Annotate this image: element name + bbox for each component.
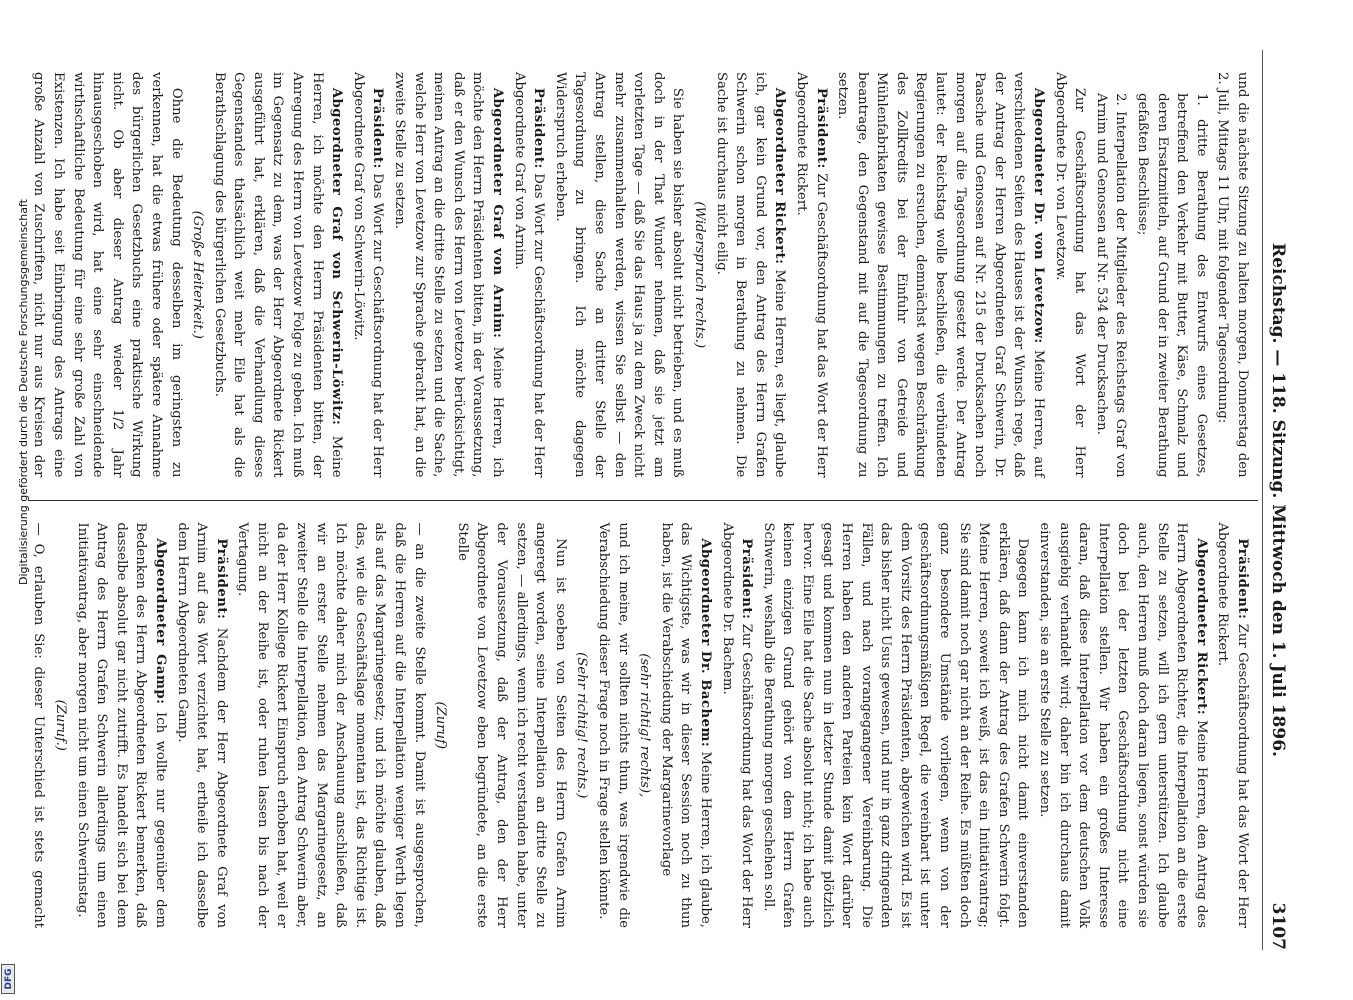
paragraph: [452, 523, 570, 929]
paragraph-text: Meine Herren, ich glaube, das Wichtigste, was wir in dieser Session noch zu thun haben, ist die Verabschiedung der Margarinevorlage: [658, 522, 713, 928]
paragraph: [711, 72, 789, 478]
credit-text: Digitalisierung gefördert durch die Deutsche Forschungsgemeinschaft: [17, 199, 30, 585]
paragraph-text: und ich meine, wir sollten nichts thun, was irgendwie die Verabschiedung dieser Frage noch in Frage stellen könnte.: [596, 522, 631, 928]
speaker-name: Abgeordneter Gamp:: [152, 538, 168, 705]
left-column: [28, 50, 1258, 500]
paragraph: [172, 523, 231, 929]
paragraph-text: (Widerspruch rechts.): [691, 201, 707, 349]
paragraph: [233, 523, 429, 929]
paragraph: [791, 72, 830, 478]
paragraph: [1050, 72, 1089, 478]
paragraph: [348, 72, 387, 478]
paragraph-text: Nachdem der Herr Abgeordnete Graf von Arnim auf das Wort verzichtet hat, ertheile ich dasselbe dem Herrn Abgeordneten Gamp.: [174, 522, 229, 928]
speaker-name: Präsident:: [370, 87, 386, 169]
paragraph-text: (sehr richtig! rechts),: [637, 653, 653, 798]
speaker-name: Abgeordneter Rickert:: [772, 87, 788, 265]
paragraph: [1091, 72, 1130, 478]
paragraph-text: Das Wort zur Geschäftsordnung hat der Herr Abgeordnete Graf von Schwerin-Löwitz.: [350, 72, 386, 478]
right-column: [28, 500, 1258, 951]
paragraph: [593, 523, 632, 929]
paragraph-text: Zur Geschäftsordnung hat das Wort der Herr Abgeordnete Dr. Bachem.: [719, 522, 755, 928]
paragraph: [656, 523, 715, 929]
paragraph-text: Dagegen kann ich mich nicht damit einverstanden erklären, daß dann der Antrag des Grafen Schwerin folgt. Meine Herren, soweit ich weiß, ist das ein Initiativantrag; Sie sind damit noch gar nicht an der Reihe. Es müßten doch ganz besondere Umstände vorliegen, wenn von der geschäftsordnungsmäßigen Regel, die vereinbart ist unter dem Vorsitz des Herrn Präsidenten, abgewichen wird. Es ist das bisher nicht Usus gewesen, und nur in ganz dringenden Fällen, und nach vorangegangener Vereinbarung. Die Herren haben den anderen Parteien kein Wort darüber gesagt und kommen nun in letzter Stunde damit plötzlich hervor. Eine Eile hat die Sache absolut nicht; ich habe auch keinen einzigen Grund gehört von dem Herrn Grafen Schwerin, weshalb die Berathung morgen geschehen soll.: [760, 522, 1031, 928]
paragraph-text: 1. dritte Berathung des Entwurfs eines Gesetzes, betreffend den Verkehr mit Butter, Käse, Schmalz und deren Ersatzmitteln, auf Grund der in zweiter Berathung gefaßten Beschlüsse;: [1135, 93, 1209, 478]
paragraph-text: (Zuruf): [433, 701, 449, 750]
page-number: 3107: [1268, 902, 1288, 950]
paragraph: [550, 72, 687, 478]
paragraph: [1213, 523, 1252, 929]
paragraph-text: (Sehr richtig! rechts.): [574, 652, 590, 799]
paragraph-text: (Zuruf.): [52, 699, 68, 751]
paragraph-text: 2. Interpellation der Mitglieder des Reichstags Graf von Arnim und Genossen auf Nr. 534 der Drucksachen.: [1093, 93, 1129, 478]
paragraph: [509, 72, 548, 478]
interjection: [50, 523, 70, 929]
speaker-name: Abgeordneter Dr. Bachem:: [697, 538, 713, 748]
interjection: [689, 72, 709, 478]
paragraph-text: Zur Geschäftsordnung hat das Wort der Herr Abgeordnete Rickert.: [793, 72, 829, 478]
paragraph-text: — an die zweite Stelle kommt. Damit ist ausgesprochen, daß die Herren auf die Interpellation weniger Werth legen als auf das Margarinegesetz; und ich möchte glauben, daß das, wie die Geschäftslage momentan ist, das Richtige ist. Ich möchte daher mich der Anschauung anschließen, daß wir an erster Stelle nehmen das Margarinegesetz, an zweiter Stelle die Interpellation, den Antrag Schwerin aber, da der Herr Kollege Rickert Einspruch erhoben hat, weil er nicht an der Reihe ist, oder ruhen lassen bis nach der Vertagung.: [235, 522, 427, 928]
paragraph: [758, 523, 1032, 929]
paragraph-text: (Große Heiterkeit.): [190, 210, 206, 339]
paragraph: [209, 72, 346, 478]
running-head: [1262, 50, 1293, 950]
speaker-name: Präsident:: [739, 538, 755, 620]
dfg-logo-text: DFG: [4, 968, 14, 990]
speaker-name: Abgeordneter Graf von Schwerin-Löwitz:: [329, 87, 345, 426]
paragraph-text: Ich wollte nur gegenüber dem Bedenken des Herrn Abgeordneten Rickert bemerken, daß dasselbe absolut gar nicht zutrifft. Es handelt sich bei dem Antrag des Herrn Grafen Schwerin allerdings um einen Initiativantrag, aber morgen nicht um einen Schwerinstag.: [74, 522, 168, 928]
paragraph: [1034, 523, 1210, 929]
paragraph: [389, 72, 507, 478]
paragraph-text: Zur Geschäftsordnung hat das Wort der Herr Abgeordnete Dr. von Levetzow.: [1052, 72, 1088, 478]
paragraph-text: Das Wort zur Geschäftsordnung hat der Herr Abgeordnete Graf von Arnim.: [511, 72, 547, 478]
paragraph-text: Nun ist soeben von Seiten des Herrn Grafen Arnim angeregt worden, seine Interpellation an dritte Stelle zu setzen, — allerdings, wenn ich recht verstanden habe, unter der Voraussetzung, daß der Antrag, den der Herr Abgeordnete von Levetzow eben begründete, an die erste Stelle: [454, 522, 568, 928]
interjection: [635, 523, 655, 929]
speaker-name: Abgeordneter Dr. von Levetzow:: [1031, 87, 1047, 344]
paragraph: [717, 523, 756, 929]
speaker-name: Präsident:: [213, 538, 229, 620]
paragraph-text: Zur Geschäftsordnung hat das Wort der Herr Abgeordnete Rickert.: [1215, 522, 1250, 928]
paragraph-text: Ohne die Bedeutung desselben im geringsten zu verkennen, hat die etwas frühere oder spätere Annahme des bürgerlichen Gesetzbuchs eine praktische Wirkung nicht. Ob aber dieser Antrag wieder 1/2 Jahr hinausgeschoben wird, hat eine sehr einschneidende wirthschaftliche Bedeutung für eine sehr große Zahl von Existenzen. Ich habe seit Einbringung des Antrags eine große Anzahl von Zuschriften, nicht nur aus Kreisen der: [31, 72, 184, 478]
paragraph-text: Meine Herren, ich möchte den Herrn Präsidenten bitten, der Anregung des Herrn von Levetzow Folge zu geben. Ich muß im Gegensatz zu dem, was der Herr Abgeordnete Rickert ausgeführt hat, erklären, daß die Verhandlung dieses Gegenstandes thatsächlich weit mehr Eile hat als die Berathschlagung des bürgerlichen Gesetzbuchs.: [211, 72, 345, 478]
speaker-name: Präsident:: [813, 87, 829, 169]
interjection: [431, 523, 451, 929]
document-page: [13, 0, 1313, 1000]
paragraph-text: — O, erlauben Sie: dieser Unterschied ist stets gemacht: [31, 522, 47, 928]
paragraph: [72, 523, 170, 929]
speaker-name: Abgeordneter Graf von Arnim:: [490, 87, 506, 339]
paragraph-text: Meine Herren, auf verschiedenen Seiten des Hauses ist der Wunsch rege, daß der Antrag der Herren Abgeordneten Graf Schwerin, Dr. Paasche und Genossen auf Nr. 215 der Drucksachen noch morgen auf die Tagesordnung gesetzt werde. Der Antrag lautet: der Reichstag wolle beschließen, die verbündeten Regierungen zu ersuchen, demnächst wegen Beschränkung des Zollkredits bei der Einfuhr von Getreide und Mühlenfabrikaten gewisse Bestimmungen zu treffen. Ich beantrage, den Gegenstand mit auf die Tagesordnung zu setzen.: [835, 72, 1047, 478]
paragraph: [1132, 72, 1210, 478]
interjection: [572, 523, 592, 929]
dfg-logo: [1, 964, 15, 994]
text-columns: [28, 50, 1258, 950]
speaker-name: Präsident:: [1235, 538, 1250, 620]
speaker-name: Abgeordneter Rickert:: [1193, 538, 1209, 716]
paragraph: [833, 72, 1049, 478]
interjection: [188, 72, 208, 478]
paragraph-text: Meine Herren, den Antrag des Herrn Abgeordneten Richter, die Interpellation an die erste Stelle zu setzen, will ich gern unterstützen. Ich glaube auch, den Herren muß doch daran liegen, sonst würden sie doch bei der letzten Geschäftsordnung nicht eine Interpellation stellen. Wir haben ein großes Interesse daran, daß diese Interpellation vor dem deutschen Volk ausgiebig verhandelt wird; daher bin ich durchaus damit einverstanden, sie an erste Stelle zu setzen.: [1037, 522, 1209, 928]
paragraph-text: Meine Herren, es liegt, glaube ich, gar kein Grund vor, den Antrag des Herrn Grafen Schwerin schon morgen in Berathung zu nehmen. Die Sache ist durchaus nicht eilig.: [713, 72, 788, 478]
paragraph: [1213, 72, 1252, 478]
digitization-credit: [0, 0, 30, 1000]
paragraph-text: und die nächste Sitzung zu halten morgen, Donnerstag den 2. Juli, Mittags 11 Uhr, mit folgender Tagesordnung:: [1215, 72, 1250, 478]
paragraph-text: Sie haben sie bisher absolut nicht betrieben, und es muß doch in der That Wunder nehmen, daß sie jetzt am vorletzten Tage — daß Sie das Haus ja zu dem Zweck nicht mehr zusammenhalten werden, wissen Sie selbst — den Antrag stellen, diese Sache an dritter Stelle der Tagesordnung zu bringen. Ich möchte dagegen Widerspruch erheben.: [552, 72, 686, 478]
running-head-title: Reichstag. — 118. Sitzung. Mittwoch den 1. Juli 1896.: [1268, 243, 1288, 757]
paragraph-text: Meine Herren, ich möchte den Herrn Präsidenten bitten, in der Voraussetzung, daß er den Wunsch des Herrn von Levetzow berücksichtigt, meinen Antrag an die dritte Stelle zu setzen und die Sache, welche Herr von Levetzow zur Sprache gebracht hat, an die zweite Stelle zu setzen.: [392, 72, 506, 478]
speaker-name: Präsident:: [531, 87, 547, 169]
paragraph: [28, 72, 186, 478]
